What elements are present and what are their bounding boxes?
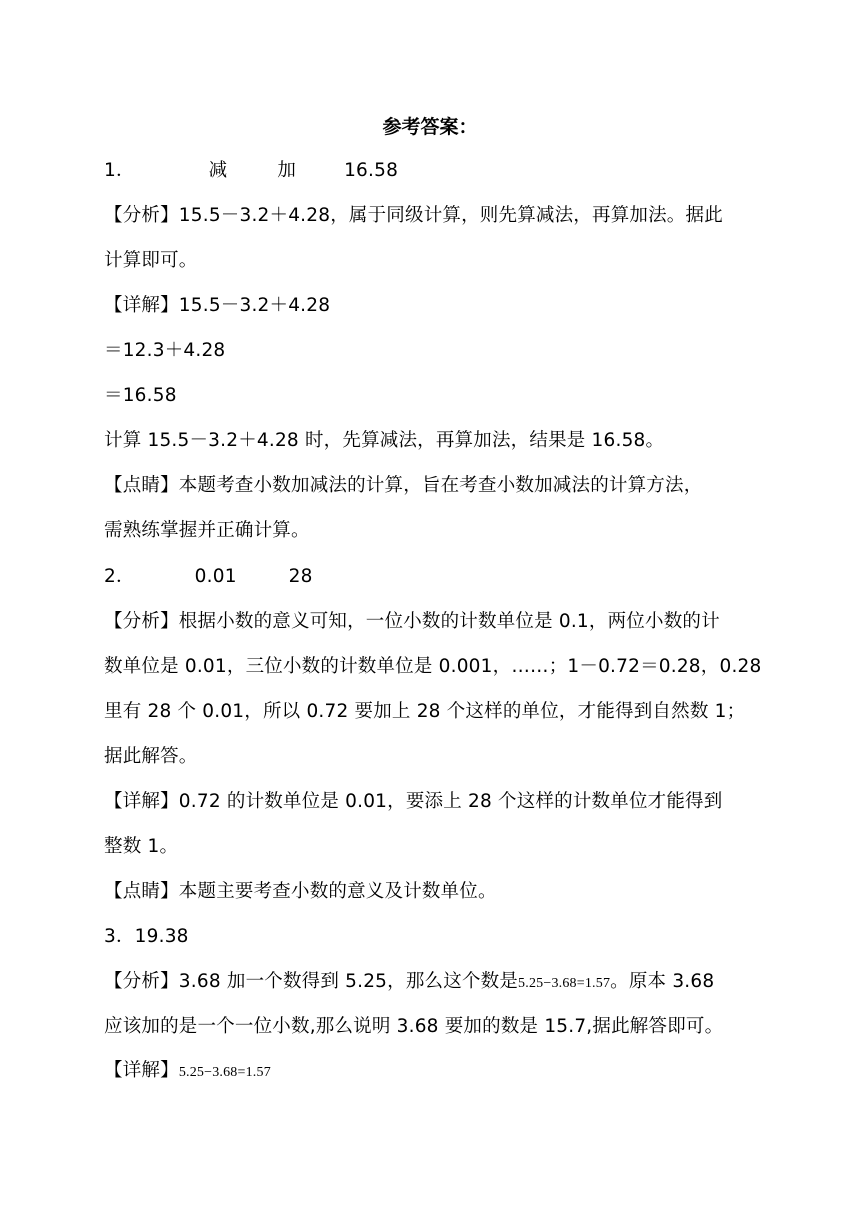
q2-analysis-line2: 数单位是 0.01，三位小数的计数单位是 0.001，……；1－0.72＝0.28，0.28 <box>104 656 762 677</box>
page-title: 参考答案： <box>382 116 478 138</box>
q1-number: 1． <box>104 160 135 181</box>
q3-analysis-text-a: 【分析】3.68 加一个数得到 5.25，那么这个数是 <box>104 971 519 992</box>
q2-analysis-line1: 【分析】根据小数的意义可知，一位小数的计数单位是 0.1，两位小数的计 <box>104 611 720 632</box>
q3-detail-line <box>104 1060 271 1084</box>
q1-detail-line3: ＝16.58 <box>104 385 177 406</box>
q1-comment-line2: 需熟练掌握并正确计算。 <box>104 520 310 541</box>
q3-analysis-text-b: 。原本 3.68 <box>610 971 715 992</box>
q2-blank1: 0.01 <box>194 566 237 587</box>
q3-detail-label: 【详解】 <box>104 1060 179 1081</box>
q3-detail-formula: 5.25−3.68=1.57 <box>178 1065 271 1080</box>
q2-blank2: 28 <box>288 566 313 587</box>
q1-blank1: 减 <box>208 160 228 181</box>
q2-comment-line1: 【点睛】本题主要考查小数的意义及计数单位。 <box>104 881 497 902</box>
q3-analysis-formula: 5.25−3.68=1.57 <box>518 976 611 991</box>
q2-analysis-line3: 里有 28 个 0.01，所以 0.72 要加上 28 个这样的单位，才能得到自然数 1； <box>104 701 746 722</box>
q1-detail-line2: ＝12.3＋4.28 <box>104 340 226 361</box>
q1-blank2: 加 <box>277 160 297 181</box>
q1-answer-line <box>104 160 398 182</box>
q1-analysis-line1: 【分析】15.5－3.2＋4.28，属于同级计算，则先算减法，再算加法。据此 <box>104 205 723 226</box>
q3-analysis-line1 <box>104 971 714 995</box>
q3-analysis-line2: 应该加的是一个一位小数,那么说明 3.68 要加的数是 15.7,据此解答即可。 <box>104 1016 724 1037</box>
q1-detail-line1: 【详解】15.5－3.2＋4.28 <box>104 295 331 316</box>
q2-detail-line1: 【详解】0.72 的计数单位是 0.01，要添上 28 个这样的计数单位才能得到 <box>104 791 723 812</box>
q1-analysis-line2: 计算即可。 <box>104 250 198 271</box>
q1-blank3: 16.58 <box>344 160 399 181</box>
q2-detail-line2: 整数 1。 <box>104 836 179 857</box>
q1-comment-line1: 【点睛】本题考查小数加减法的计算，旨在考查小数加减法的计算方法， <box>104 475 703 496</box>
q2-analysis-line4: 据此解答。 <box>104 746 198 767</box>
q2-number: 2． <box>104 566 135 587</box>
q3-answer-line: 3．19.38 <box>104 926 189 947</box>
q2-answer-line <box>104 566 313 588</box>
q1-detail-line4: 计算 15.5－3.2＋4.28 时，先算减法，再算加法，结果是 16.58。 <box>104 430 665 451</box>
